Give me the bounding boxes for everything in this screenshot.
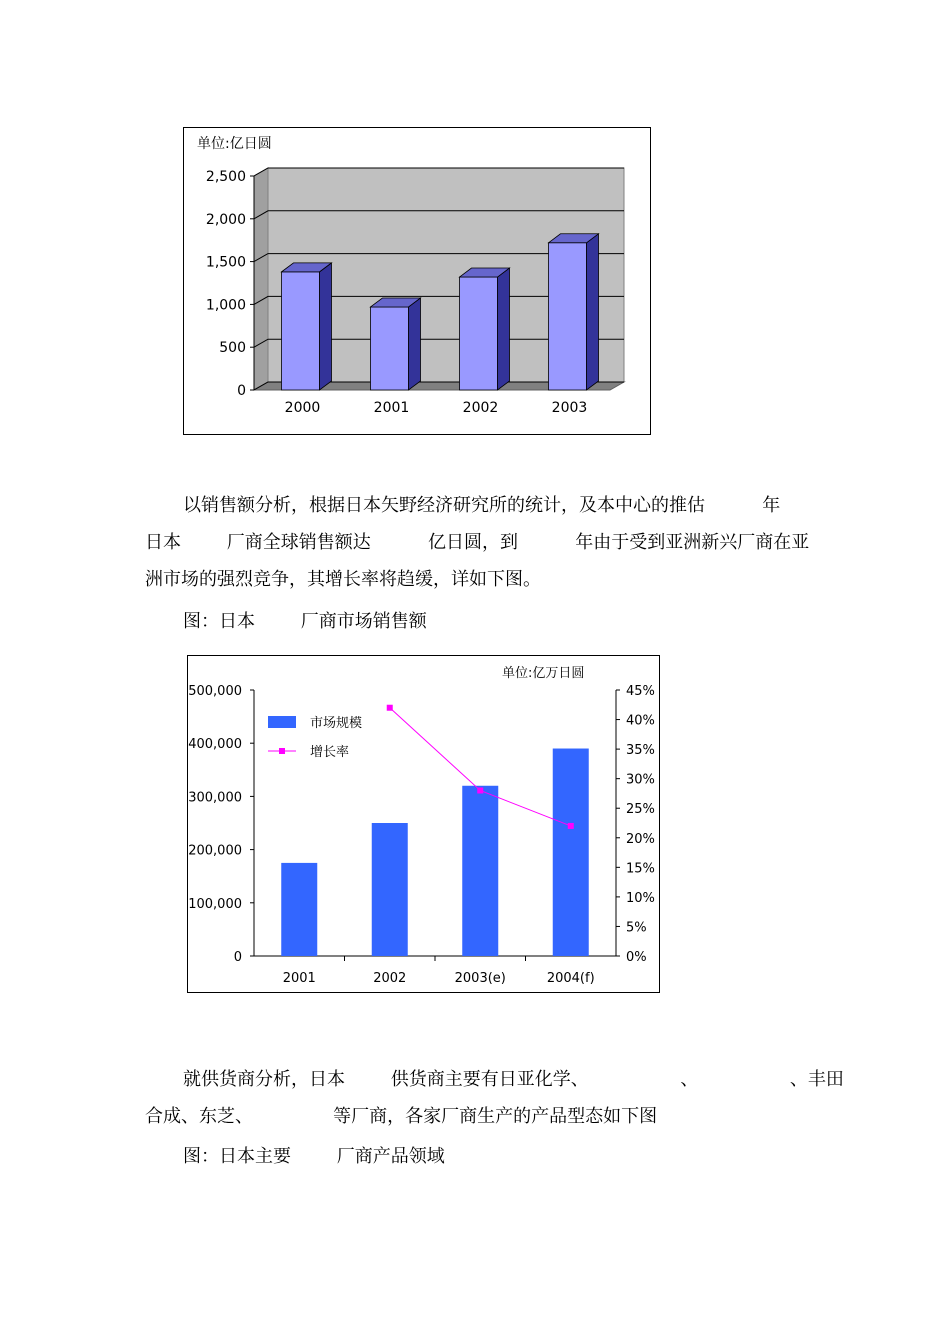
point-growth-rate bbox=[477, 787, 483, 793]
y-tick-label: 2,000 bbox=[205, 211, 246, 228]
y-tick-label-left: 100,000 bbox=[188, 896, 242, 912]
x-tick-label: 2001 bbox=[373, 400, 410, 416]
y-tick-label: 1,500 bbox=[205, 254, 246, 271]
y-tick-label-left: 300,000 bbox=[188, 790, 242, 806]
paragraph-line: 洲市场的强烈竞争，其增长率将趋缓，详如下图。 bbox=[145, 569, 541, 590]
y-tick-label-left: 500,000 bbox=[188, 684, 242, 699]
y-tick-label-right: 25% bbox=[626, 802, 655, 818]
point-growth-rate bbox=[568, 823, 574, 829]
x-tick-label: 2002 bbox=[462, 400, 499, 416]
y-tick-label-right: 0% bbox=[626, 950, 647, 965]
paragraph-line: 就供货商分析，日本 供货商主要有日亚化学、 、 、丰田 bbox=[183, 1069, 844, 1090]
y-tick-label-left: 0 bbox=[233, 950, 242, 965]
figure-caption-product-fields: 图：日本主要 厂商产品领域 bbox=[183, 1146, 445, 1167]
bar-side bbox=[320, 263, 332, 390]
bar-front bbox=[549, 243, 587, 390]
unit-label: 单位:亿万日圆 bbox=[502, 666, 585, 681]
y-tick-label-right: 15% bbox=[626, 861, 655, 877]
y-tick-label-right: 20% bbox=[626, 831, 655, 847]
x-tick-label: 2000 bbox=[284, 400, 321, 416]
x-tick-label: 2003 bbox=[551, 400, 588, 416]
bar-front bbox=[282, 272, 320, 390]
bar-side bbox=[498, 268, 510, 390]
bar-market-size bbox=[372, 823, 408, 956]
legend-swatch-bar bbox=[268, 716, 296, 728]
y-tick-label: 1,000 bbox=[205, 297, 246, 314]
legend-swatch-marker bbox=[279, 748, 285, 754]
bar-market-size bbox=[281, 863, 317, 956]
x-tick-label: 2001 bbox=[282, 971, 316, 986]
paragraph-line: 合成、东芝、 等厂商，各家厂商生产的产品型态如下图 bbox=[145, 1106, 658, 1127]
paragraph-sales-analysis bbox=[145, 487, 815, 598]
y-tick-label-left: 200,000 bbox=[188, 843, 242, 859]
y-tick-label-right: 45% bbox=[626, 684, 655, 699]
chart2-svg bbox=[188, 656, 659, 992]
point-growth-rate bbox=[387, 705, 393, 711]
x-tick-label: 2002 bbox=[373, 971, 407, 986]
bar-side bbox=[409, 298, 421, 390]
paragraph-line: 日本 厂商全球销售额达 亿日圆，到 年由于受到亚洲新兴厂商在亚 bbox=[145, 532, 810, 553]
bar-side bbox=[587, 234, 599, 390]
y-tick-label: 2,500 bbox=[205, 169, 246, 185]
chart1-svg bbox=[184, 128, 650, 434]
bar-front bbox=[371, 307, 409, 390]
legend-label-market-size: 市场规模 bbox=[310, 716, 363, 731]
y-tick-label: 500 bbox=[219, 340, 246, 357]
chart-side-wall bbox=[254, 168, 268, 390]
x-tick-label: 2003(e) bbox=[454, 971, 506, 986]
bar-market-size bbox=[462, 786, 498, 956]
paragraph-line: 以销售额分析，根据日本矢野经济研究所的统计，及本中心的推估 年 bbox=[183, 495, 781, 516]
y-tick-label-right: 30% bbox=[626, 772, 655, 788]
y-tick-label-right: 10% bbox=[626, 890, 655, 906]
y-tick-label-right: 35% bbox=[626, 743, 655, 759]
x-tick-label: 2004(f) bbox=[546, 971, 595, 986]
paragraph-supplier-analysis bbox=[145, 1061, 844, 1135]
legend-label-growth-rate: 增长率 bbox=[310, 745, 350, 760]
y-tick-label-right: 40% bbox=[626, 713, 655, 729]
y-tick-label-left: 400,000 bbox=[188, 737, 242, 753]
sales-chart-2000-2003 bbox=[183, 127, 651, 435]
market-size-chart bbox=[187, 655, 660, 993]
unit-label: 单位:亿日圆 bbox=[197, 136, 272, 152]
y-tick-label: 0 bbox=[237, 383, 246, 399]
figure-caption-market-sales: 图：日本 厂商市场销售额 bbox=[183, 611, 427, 632]
bar-market-size bbox=[553, 749, 589, 956]
bar-front bbox=[460, 277, 498, 390]
y-tick-label-right: 5% bbox=[626, 920, 647, 936]
